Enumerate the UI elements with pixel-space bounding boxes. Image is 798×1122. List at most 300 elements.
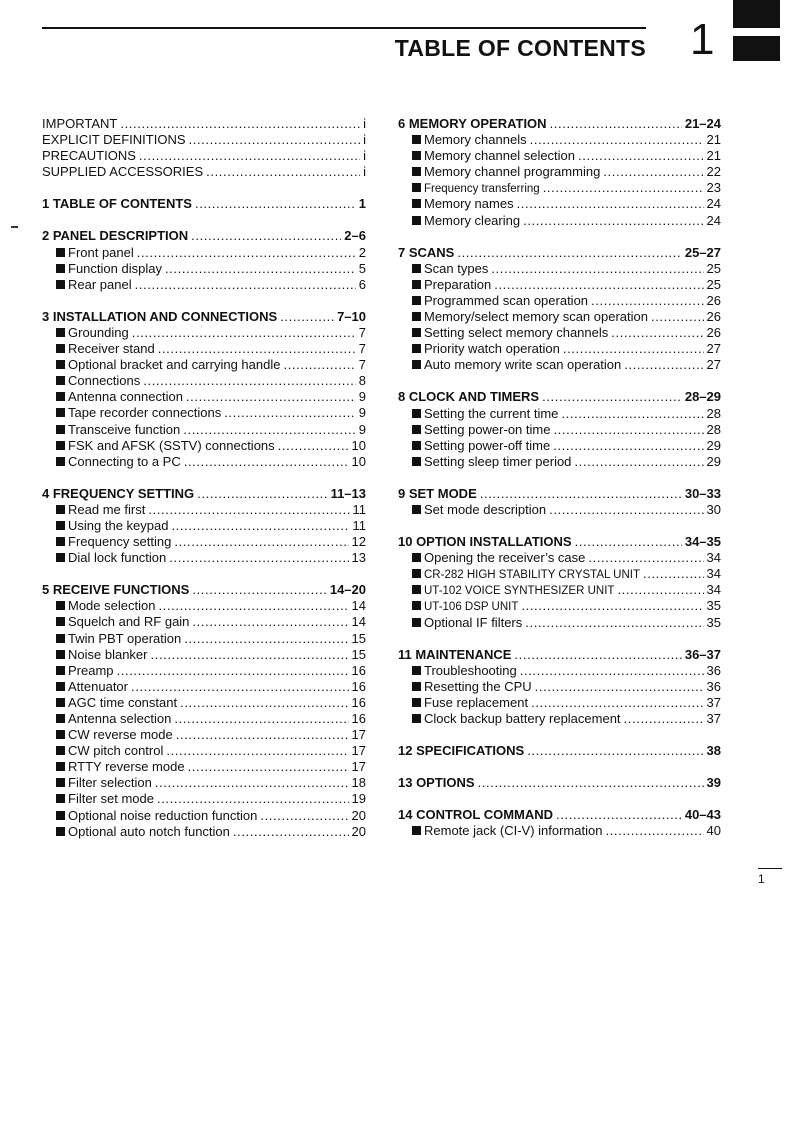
square-bullet-icon <box>412 167 421 176</box>
leader-dots <box>550 116 682 132</box>
toc-front-entry[interactable] <box>42 116 366 132</box>
square-bullet-icon <box>412 360 421 369</box>
leader-dots <box>117 663 349 679</box>
square-bullet-icon <box>412 505 421 514</box>
square-bullet-icon <box>412 441 421 450</box>
toc-entry-label: Transceive function <box>68 421 181 437</box>
leader-dots <box>542 389 682 405</box>
toc-subsection-entry[interactable] <box>398 277 721 293</box>
toc-subsection-entry[interactable] <box>398 550 721 566</box>
toc-entry-page: 19 <box>351 791 366 807</box>
toc-subsection-entry[interactable] <box>42 679 366 695</box>
leader-dots <box>224 405 356 421</box>
toc-subsection-entry[interactable] <box>398 148 721 164</box>
toc-entry-page: i <box>363 148 366 164</box>
leader-dots <box>135 277 356 293</box>
leader-dots <box>260 808 348 824</box>
toc-entry-page: 28 <box>706 405 721 421</box>
toc-subsection-entry[interactable] <box>42 695 366 711</box>
toc-entry-label: Optional noise reduction function <box>68 807 258 823</box>
toc-section-entry[interactable] <box>42 486 366 502</box>
toc-entry-page: 16 <box>351 694 366 710</box>
toc-subsection-entry[interactable] <box>42 518 366 534</box>
leader-dots <box>553 422 703 438</box>
square-bullet-icon <box>56 521 65 530</box>
leader-dots <box>605 823 703 839</box>
toc-entry-page: 36 <box>706 662 721 678</box>
toc-entry-page: 21–24 <box>684 116 721 131</box>
toc-subsection-entry[interactable] <box>398 566 721 582</box>
toc-spacer <box>398 631 721 647</box>
toc-subsection-entry[interactable] <box>398 438 721 454</box>
square-bullet-icon <box>412 553 421 562</box>
toc-entry-label: Memory channel selection <box>424 148 576 164</box>
leader-dots <box>543 180 704 196</box>
leader-dots <box>651 309 704 325</box>
footer-page-number: 1 <box>758 872 765 886</box>
toc-entry-page: 38 <box>706 743 721 759</box>
toc-front-entry[interactable] <box>42 132 366 148</box>
toc-entry-page: 9 <box>358 389 366 405</box>
toc-subsection-entry[interactable] <box>42 277 366 293</box>
toc-subsection-entry[interactable] <box>398 598 721 614</box>
leader-dots <box>591 293 704 309</box>
leader-dots <box>184 454 349 470</box>
toc-entry-label: Mode selection <box>68 598 156 614</box>
toc-entry-label: SUPPLIED ACCESSORIES <box>42 164 204 180</box>
toc-entry-page: 27 <box>706 357 721 373</box>
toc-entry-label: Frequency transferring <box>424 183 540 196</box>
toc-subsection-entry[interactable] <box>42 711 366 727</box>
toc-entry-label: Optional bracket and carrying handle <box>68 357 281 373</box>
toc-subsection-entry[interactable] <box>398 180 721 196</box>
square-bullet-icon <box>412 682 421 691</box>
toc-entry-label: Setting select memory channels <box>424 325 609 341</box>
square-bullet-icon <box>412 618 421 627</box>
toc-entry-page: 23 <box>706 180 721 196</box>
square-bullet-icon <box>56 811 65 820</box>
square-bullet-icon <box>412 312 421 321</box>
toc-entry-page: 16 <box>351 711 366 726</box>
toc-subsection-entry[interactable] <box>398 582 721 598</box>
square-bullet-icon <box>412 328 421 337</box>
toc-subsection-entry[interactable] <box>398 309 721 325</box>
toc-entry-page: 20 <box>351 823 366 839</box>
toc-spacer <box>398 470 721 486</box>
toc-subsection-entry[interactable] <box>398 341 721 357</box>
toc-entry-page: 20 <box>351 807 366 823</box>
square-bullet-icon <box>56 617 65 626</box>
toc-subsection-entry[interactable] <box>42 759 366 775</box>
toc-entry-label: Opening the receiver’s case <box>424 550 586 566</box>
leader-dots <box>158 598 348 614</box>
square-bullet-icon <box>56 730 65 739</box>
square-bullet-icon <box>56 505 65 514</box>
square-bullet-icon <box>56 537 65 546</box>
toc-spacer <box>42 293 366 309</box>
toc-subsection-entry[interactable] <box>42 824 366 840</box>
toc-section-entry[interactable] <box>398 775 721 791</box>
toc-entry-page: 18 <box>351 775 366 791</box>
leader-dots <box>617 582 703 598</box>
square-bullet-icon <box>412 569 421 578</box>
leader-dots <box>563 341 704 357</box>
toc-subsection-entry[interactable] <box>42 743 366 759</box>
toc-section-entry[interactable] <box>42 309 366 325</box>
toc-section-entry[interactable] <box>42 228 366 244</box>
square-bullet-icon <box>56 344 65 353</box>
toc-section-entry[interactable] <box>398 245 721 261</box>
toc-section-entry[interactable] <box>398 116 721 132</box>
toc-subsection-entry[interactable] <box>42 357 366 373</box>
toc-entry-page: 15 <box>351 646 366 662</box>
toc-entry-page: 7 <box>358 357 366 373</box>
toc-entry-label: 11 MAINTENANCE <box>398 646 512 662</box>
toc-entry-page: 7 <box>358 324 366 340</box>
square-bullet-icon <box>56 553 65 562</box>
toc-subsection-entry[interactable] <box>42 791 366 807</box>
square-bullet-icon <box>56 682 65 691</box>
toc-entry-label: 9 SET MODE <box>398 485 477 501</box>
toc-entry-label: 7 SCANS <box>398 244 455 260</box>
square-bullet-icon <box>412 457 421 466</box>
square-bullet-icon <box>412 698 421 707</box>
square-bullet-icon <box>412 199 421 208</box>
leader-dots <box>643 566 704 582</box>
toc-entry-page: 37 <box>706 694 721 710</box>
toc-section-entry[interactable] <box>398 647 721 663</box>
toc-entry-page: 27 <box>706 341 721 357</box>
toc-subsection-entry[interactable] <box>42 245 366 261</box>
leader-dots <box>189 132 361 148</box>
toc-entry-label: Front panel <box>68 244 134 260</box>
toc-entry-label: 3 INSTALLATION AND CONNECTIONS <box>42 308 278 324</box>
toc-entry-label: Scan types <box>424 260 489 276</box>
page-title: TABLE OF CONTENTS <box>394 35 646 61</box>
leader-dots <box>197 486 327 502</box>
toc-subsection-entry[interactable] <box>42 373 366 389</box>
toc-spacer <box>398 727 721 743</box>
toc-subsection-entry[interactable] <box>398 615 721 631</box>
toc-entry-label: Connecting to a PC <box>68 453 181 469</box>
chapter-tab-marker <box>733 0 780 28</box>
toc-subsection-entry[interactable] <box>398 422 721 438</box>
toc-section-entry[interactable] <box>42 582 366 598</box>
toc-entry-label: Grounding <box>68 324 129 340</box>
toc-subsection-entry[interactable] <box>42 808 366 824</box>
toc-entry-label: 8 CLOCK AND TIMERS <box>398 389 540 405</box>
toc-subsection-entry[interactable] <box>42 534 366 550</box>
leader-dots <box>521 598 703 614</box>
toc-entry-page: 34 <box>706 566 721 582</box>
toc-entry-label: CW reverse mode <box>68 727 173 743</box>
toc-entry-page: 11 <box>352 517 366 533</box>
toc-entry-label: Attenuator <box>68 678 128 694</box>
toc-entry-page: i <box>363 164 366 180</box>
toc-entry-page: 7–10 <box>337 308 366 324</box>
toc-section-entry[interactable] <box>398 807 721 823</box>
toc-entry-label: Function display <box>68 260 162 276</box>
square-bullet-icon <box>56 650 65 659</box>
toc-subsection-entry[interactable] <box>398 261 721 277</box>
leader-dots <box>514 647 681 663</box>
leader-dots <box>139 148 360 164</box>
toc-entry-page: 10 <box>351 453 366 469</box>
square-bullet-icon <box>56 794 65 803</box>
toc-subsection-entry[interactable] <box>42 261 366 277</box>
toc-subsection-entry[interactable] <box>42 405 366 421</box>
toc-entry-page: 26 <box>706 325 721 341</box>
leader-dots <box>553 438 703 454</box>
toc-entry-label: Frequency setting <box>68 534 172 550</box>
toc-entry-label: Twin PBT operation <box>68 630 182 646</box>
toc-entry-label: Setting power-on time <box>424 421 551 437</box>
toc-entry-page: 8 <box>358 373 366 389</box>
toc-subsection-entry[interactable] <box>398 502 721 518</box>
toc-section-entry[interactable] <box>398 389 721 405</box>
leader-dots <box>166 743 348 759</box>
toc-subsection-entry[interactable] <box>42 775 366 791</box>
toc-entry-label: 6 MEMORY OPERATION <box>398 116 547 131</box>
toc-entry-page: 17 <box>351 727 366 743</box>
square-bullet-icon <box>412 216 421 225</box>
toc-left-column <box>42 116 366 840</box>
toc-entry-label: Programmed scan operation <box>424 292 589 308</box>
toc-entry-label: Preparation <box>424 276 492 292</box>
square-bullet-icon <box>56 457 65 466</box>
leader-dots <box>535 679 704 695</box>
toc-entry-label: Auto memory write scan operation <box>424 357 622 373</box>
toc-subsection-entry[interactable] <box>42 631 366 647</box>
square-bullet-icon <box>56 698 65 707</box>
toc-entry-page: 25 <box>706 276 721 292</box>
toc-entry-page: 17 <box>351 759 366 775</box>
toc-entry-page: 35 <box>706 598 721 614</box>
toc-spacer <box>42 180 366 196</box>
leader-dots <box>494 277 703 293</box>
toc-entry-label: CW pitch control <box>68 743 164 759</box>
toc-subsection-entry[interactable] <box>42 502 366 518</box>
square-bullet-icon <box>412 296 421 305</box>
toc-entry-page: 14–20 <box>329 582 366 598</box>
toc-subsection-entry[interactable] <box>42 550 366 566</box>
toc-subsection-entry[interactable] <box>398 325 721 341</box>
toc-section-entry[interactable] <box>398 534 721 550</box>
square-bullet-icon <box>412 425 421 434</box>
toc-entry-page: 9 <box>358 421 366 437</box>
toc-entry-label: UT-106 DSP UNIT <box>424 601 519 614</box>
leader-dots <box>157 791 349 807</box>
square-bullet-icon <box>412 135 421 144</box>
toc-entry-label: 4 FREQUENCY SETTING <box>42 485 195 501</box>
leader-dots <box>174 534 348 550</box>
toc-entry-page: 16 <box>351 678 366 694</box>
toc-entry-label: Memory/select memory scan operation <box>424 309 648 325</box>
leader-dots <box>624 711 704 727</box>
leader-dots <box>183 422 356 438</box>
toc-entry-page: 9 <box>358 405 366 421</box>
toc-entry-label: 14 CONTROL COMMAND <box>398 807 554 823</box>
footer-rule <box>758 868 782 869</box>
square-bullet-icon <box>412 151 421 160</box>
toc-subsection-entry[interactable] <box>398 823 721 839</box>
leader-dots <box>457 245 681 261</box>
toc-subsection-entry[interactable] <box>42 422 366 438</box>
toc-subsection-entry[interactable] <box>398 663 721 679</box>
square-bullet-icon <box>56 601 65 610</box>
square-bullet-icon <box>56 328 65 337</box>
toc-entry-label: Dial lock function <box>68 550 167 566</box>
toc-subsection-entry[interactable] <box>42 325 366 341</box>
square-bullet-icon <box>56 408 65 417</box>
toc-section-entry[interactable] <box>398 486 721 502</box>
toc-spacer <box>42 566 366 582</box>
leader-dots <box>188 759 349 775</box>
toc-subsection-entry[interactable] <box>398 357 721 373</box>
leader-dots <box>206 164 360 180</box>
leader-dots <box>278 438 349 454</box>
toc-subsection-entry[interactable] <box>398 196 721 212</box>
leader-dots <box>155 775 349 791</box>
leader-dots <box>574 454 703 470</box>
leader-dots <box>523 213 703 229</box>
toc-entry-page: 7 <box>358 341 366 357</box>
toc-entry-page: 10 <box>351 437 366 453</box>
toc-entry-page: 21 <box>706 148 721 164</box>
toc-entry-label: 10 OPTION INSTALLATIONS <box>398 534 572 550</box>
toc-right-column <box>398 116 721 839</box>
toc-subsection-entry[interactable] <box>398 711 721 727</box>
toc-entry-page: 34 <box>706 550 721 566</box>
toc-entry-page: 2–6 <box>344 228 366 244</box>
square-bullet-icon <box>56 441 65 450</box>
leader-dots <box>478 775 704 791</box>
leader-dots <box>624 357 703 373</box>
square-bullet-icon <box>56 762 65 771</box>
toc-entry-label: IMPORTANT <box>42 116 118 131</box>
toc-entry-label: Optional IF filters <box>424 614 523 630</box>
leader-dots <box>158 341 356 357</box>
toc-subsection-entry[interactable] <box>398 164 721 180</box>
toc-section-entry[interactable] <box>398 743 721 759</box>
toc-entry-label: Squelch and RF gain <box>68 614 190 630</box>
toc-subsection-entry[interactable] <box>398 454 721 470</box>
toc-subsection-entry[interactable] <box>398 406 721 422</box>
leader-dots <box>143 373 355 389</box>
toc-subsection-entry[interactable] <box>398 213 721 229</box>
toc-spacer <box>398 518 721 534</box>
leader-dots <box>137 245 356 261</box>
leader-dots <box>191 228 341 244</box>
square-bullet-icon <box>412 601 421 610</box>
leader-dots <box>517 196 704 212</box>
toc-entry-page: 28 <box>706 421 721 437</box>
toc-entry-page: 36 <box>706 678 721 694</box>
toc-entry-label: Noise blanker <box>68 646 148 662</box>
toc-subsection-entry[interactable] <box>398 679 721 695</box>
toc-entry-label: Tape recorder connections <box>68 405 222 421</box>
toc-entry-label: Setting sleep timer period <box>424 453 572 469</box>
toc-entry-page: 11–13 <box>330 485 366 501</box>
toc-subsection-entry[interactable] <box>42 598 366 614</box>
toc-entry-page: i <box>363 116 366 131</box>
toc-entry-label: Using the keypad <box>68 517 169 533</box>
toc-spacer <box>398 373 721 389</box>
toc-entry-page: 25 <box>706 260 721 276</box>
leader-dots <box>611 325 703 341</box>
toc-entry-label: 1 TABLE OF CONTENTS <box>42 196 192 212</box>
leader-dots <box>192 582 326 598</box>
toc-entry-page: 29 <box>706 453 721 469</box>
toc-subsection-entry[interactable] <box>398 695 721 711</box>
toc-spacer <box>398 229 721 245</box>
square-bullet-icon <box>56 392 65 401</box>
toc-subsection-entry[interactable] <box>42 389 366 405</box>
toc-subsection-entry[interactable] <box>42 647 366 663</box>
toc-entry-label: Read me first <box>68 501 146 517</box>
toc-entry-page: 26 <box>706 309 721 325</box>
toc-front-entry[interactable] <box>42 164 366 180</box>
leader-dots <box>184 631 348 647</box>
toc-subsection-entry[interactable] <box>42 454 366 470</box>
toc-subsection-entry[interactable] <box>42 438 366 454</box>
leader-dots <box>280 309 334 325</box>
square-bullet-icon <box>56 280 65 289</box>
toc-entry-label: Memory channels <box>424 132 527 148</box>
toc-entry-label: Antenna connection <box>68 389 183 405</box>
toc-entry-page: 21 <box>706 132 721 148</box>
leader-dots <box>171 518 349 534</box>
toc-front-entry[interactable] <box>42 148 366 164</box>
toc-entry-page: 34–35 <box>684 534 721 550</box>
toc-subsection-entry[interactable] <box>42 727 366 743</box>
square-bullet-icon <box>56 666 65 675</box>
toc-subsection-entry[interactable] <box>398 132 721 148</box>
leader-dots <box>283 357 355 373</box>
toc-entry-label: AGC time constant <box>68 694 178 710</box>
leader-dots <box>556 807 682 823</box>
leader-dots <box>180 695 348 711</box>
toc-entry-label: Filter selection <box>68 775 152 791</box>
square-bullet-icon <box>56 264 65 273</box>
toc-spacer <box>398 791 721 807</box>
leader-dots <box>192 614 348 630</box>
toc-entry-page: i <box>363 132 366 148</box>
toc-subsection-entry[interactable] <box>398 293 721 309</box>
toc-entry-page: 36–37 <box>684 646 721 662</box>
toc-subsection-entry[interactable] <box>42 341 366 357</box>
toc-entry-page: 13 <box>351 550 366 566</box>
toc-entry-label: PRECAUTIONS <box>42 148 136 164</box>
toc-entry-page: 5 <box>358 260 366 276</box>
toc-subsection-entry[interactable] <box>42 614 366 630</box>
toc-entry-page: 12 <box>351 534 366 550</box>
toc-entry-page: 39 <box>706 775 721 791</box>
header-rule <box>42 27 646 29</box>
toc-entry-page: 28–29 <box>684 389 721 405</box>
toc-entry-page: 30–33 <box>684 485 721 501</box>
chapter-number: 1 <box>690 15 715 64</box>
toc-section-entry[interactable] <box>42 196 366 212</box>
toc-subsection-entry[interactable] <box>42 663 366 679</box>
toc-entry-label: Clock backup battery replacement <box>424 711 621 726</box>
leader-dots <box>530 132 704 148</box>
toc-entry-label: Antenna selection <box>68 711 172 726</box>
toc-entry-page: 40 <box>706 823 721 839</box>
leader-dots <box>120 116 360 132</box>
leader-dots <box>132 325 356 341</box>
margin-mark <box>11 226 18 228</box>
